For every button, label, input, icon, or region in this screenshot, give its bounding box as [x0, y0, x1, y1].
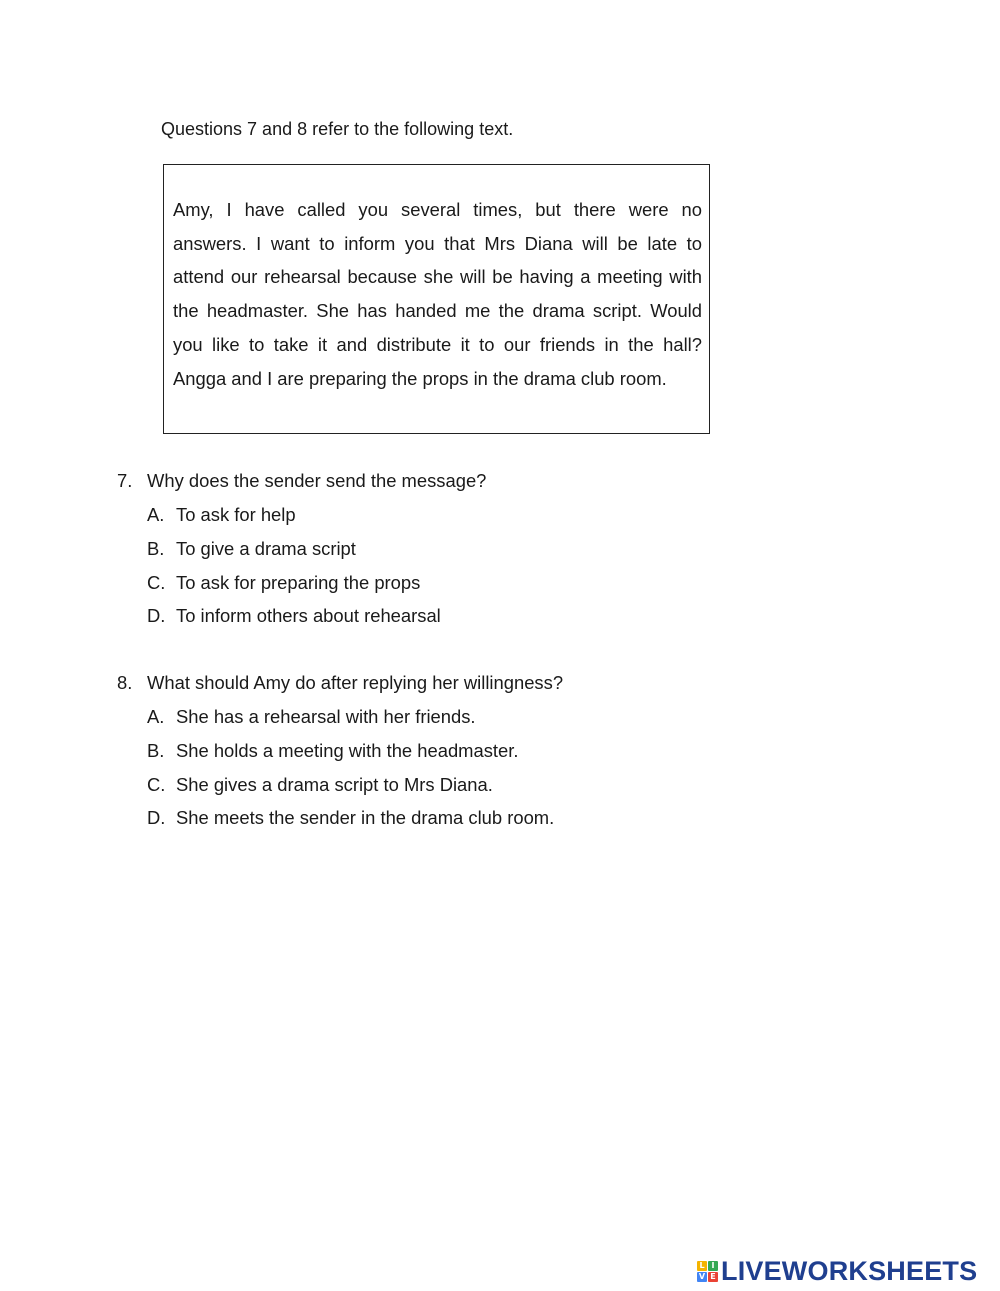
option-b[interactable]: [147, 532, 486, 566]
question-number: 8.: [117, 672, 133, 693]
option-letter: C.: [147, 571, 166, 593]
option-d[interactable]: [147, 801, 563, 835]
option-letter: C.: [147, 773, 166, 795]
question-number: 7.: [117, 470, 133, 491]
logo-block-l: L: [697, 1261, 707, 1271]
question-7: [117, 464, 486, 633]
option-text: To ask for help: [176, 504, 296, 525]
passage-text: Amy, I have called you several times, but there were no answers. I want to inform you that Mrs Diana will be late to attend our rehearsal because she will be having a meeting with the headmaster. She has handed me the drama script. Would you like to take it and distribute it to our friends in the hall? Angga and I are preparing the props in the drama club room.: [173, 199, 702, 389]
option-text: To inform others about rehearsal: [176, 605, 441, 627]
option-letter: D.: [147, 605, 166, 627]
option-c[interactable]: [147, 768, 563, 802]
option-text: To ask for preparing the props: [176, 571, 421, 593]
option-text: She gives a drama script to Mrs Diana.: [176, 773, 493, 795]
question-text: Why does the sender send the message?: [147, 470, 487, 491]
logo-text: LIVEWORKSHEETS: [721, 1256, 978, 1286]
option-letter: B.: [147, 537, 165, 559]
option-letter: A.: [147, 504, 165, 525]
option-text: She meets the sender in the drama club room.: [176, 807, 555, 829]
option-text: To give a drama script: [176, 537, 356, 559]
option-letter: B.: [147, 739, 165, 761]
option-a[interactable]: [147, 498, 486, 532]
option-text: She holds a meeting with the headmaster.: [176, 739, 519, 761]
option-a[interactable]: [147, 700, 563, 734]
option-c[interactable]: [147, 566, 486, 600]
question-text: What should Amy do after replying her willingness?: [147, 672, 564, 693]
answer-options: [147, 700, 563, 835]
liveworksheets-logo[interactable]: [697, 1256, 977, 1286]
logo-block-v: V: [698, 1271, 706, 1281]
option-text: She has a rehearsal with her friends.: [176, 706, 476, 727]
answer-options: [147, 498, 486, 633]
option-letter: A.: [147, 706, 165, 727]
logo-block-e: E: [708, 1272, 718, 1282]
logo-block-i: I: [708, 1261, 718, 1271]
option-d[interactable]: [147, 599, 486, 633]
passage-box: [163, 164, 710, 434]
question-8: [117, 666, 563, 835]
option-letter: D.: [147, 807, 166, 829]
option-b[interactable]: [147, 734, 563, 768]
passage-intro: Questions 7 and 8 refer to the following text.: [161, 119, 514, 139]
logo-blocks-icon: [697, 1261, 718, 1282]
